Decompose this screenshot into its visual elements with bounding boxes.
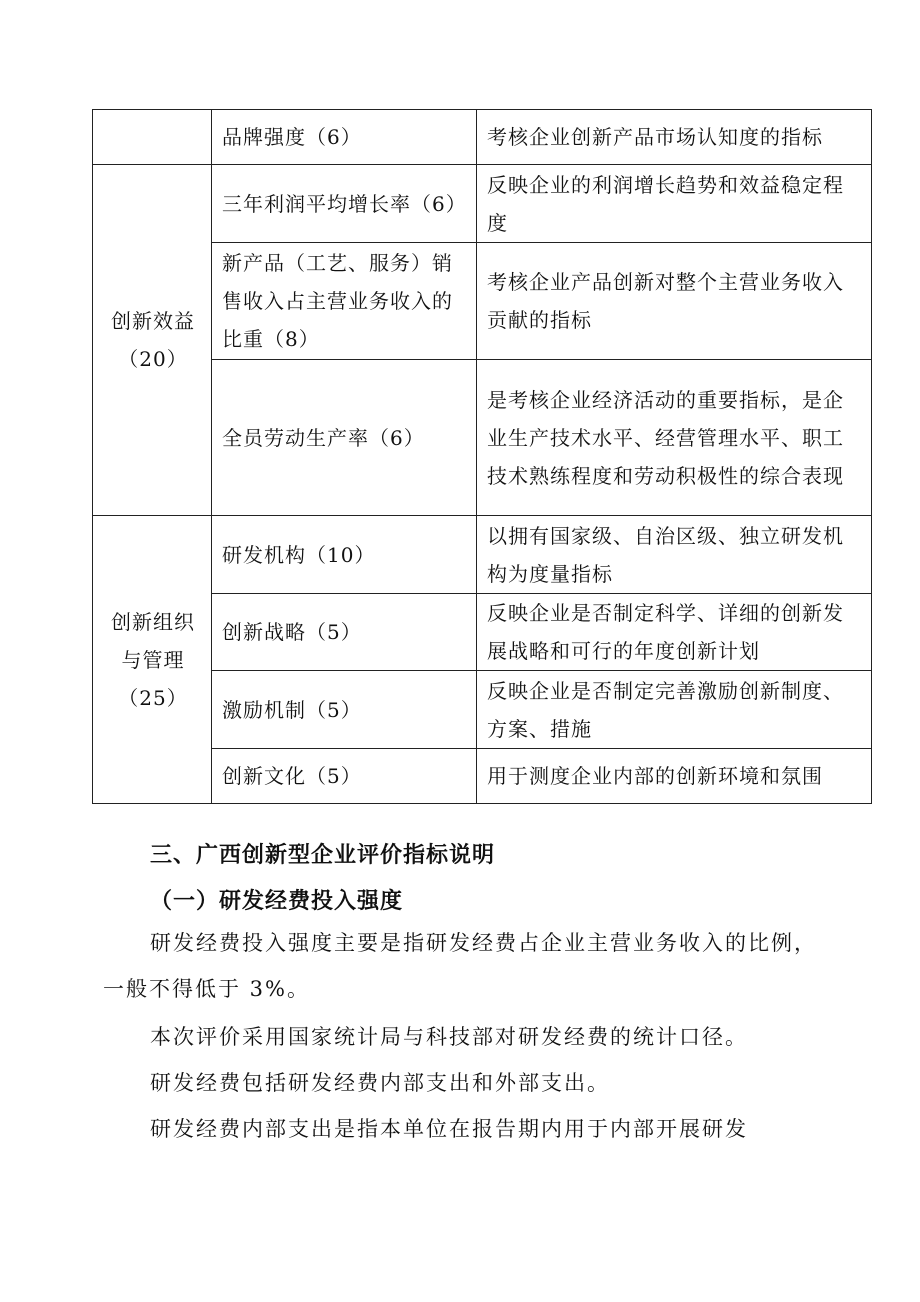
paragraph: 研发经费包括研发经费内部支出和外部支出。 xyxy=(150,1071,610,1095)
subsection-title: （一）研发经费投入强度 xyxy=(150,889,404,914)
description-cell: 用于测度企业内部的创新环境和氛围 xyxy=(477,749,872,804)
description-cell: 反映企业是否制定完善激励创新制度、方案、措施 xyxy=(477,671,872,749)
category-score: （20） xyxy=(118,347,188,371)
description-cell: 是考核企业经济活动的重要指标，是企业生产技术水平、经营管理水平、职工技术熟练程度和劳动积极性的综合表现 xyxy=(477,360,872,516)
indicator-cell: 新产品（工艺、服务）销售收入占主营业务收入的比重（8） xyxy=(212,243,477,360)
paragraph: 研发经费内部支出是指本单位在报告期内用于内部开展研发 xyxy=(150,1117,748,1141)
category-score: （25） xyxy=(118,685,188,710)
indicator-cell: 全员劳动生产率（6） xyxy=(212,360,477,516)
indicator-cell: 创新文化（5） xyxy=(212,749,477,804)
description-cell: 以拥有国家级、自治区级、独立研发机构为度量指标 xyxy=(477,516,872,594)
table-row xyxy=(93,110,872,165)
category-label: 与管理 xyxy=(121,647,185,672)
category-cell-innovation-benefit xyxy=(93,165,212,516)
table-row xyxy=(93,165,872,243)
category-label: 创新效益 xyxy=(111,309,195,333)
section-title: 三、广西创新型企业评价指标说明 xyxy=(150,843,496,868)
description-cell: 反映企业是否制定科学、详细的创新发展战略和可行的年度创新计划 xyxy=(477,594,872,671)
indicator-cell: 激励机制（5） xyxy=(212,671,477,749)
paragraph: 研发经费投入强度主要是指研发经费占企业主营业务收入的比例，一般不得低于 3%。 xyxy=(103,931,817,1001)
indicator-cell: 三年利润平均增长率（6） xyxy=(212,165,477,243)
indicator-cell: 研发机构（10） xyxy=(212,516,477,594)
category-cell-empty xyxy=(93,110,212,165)
table-row xyxy=(93,516,872,594)
description-cell: 考核企业创新产品市场认知度的指标 xyxy=(477,110,872,165)
category-cell-innovation-organization xyxy=(93,516,212,804)
indicator-cell: 创新战略（5） xyxy=(212,594,477,671)
indicator-cell: 品牌强度（6） xyxy=(212,110,477,165)
description-cell: 反映企业的利润增长趋势和效益稳定程度 xyxy=(477,165,872,243)
category-label: 创新组织 xyxy=(111,609,195,634)
description-cell: 考核企业产品创新对整个主营业务收入贡献的指标 xyxy=(477,243,872,360)
evaluation-indicator-table xyxy=(92,109,872,804)
paragraph: 本次评价采用国家统计局与科技部对研发经费的统计口径。 xyxy=(150,1025,748,1049)
